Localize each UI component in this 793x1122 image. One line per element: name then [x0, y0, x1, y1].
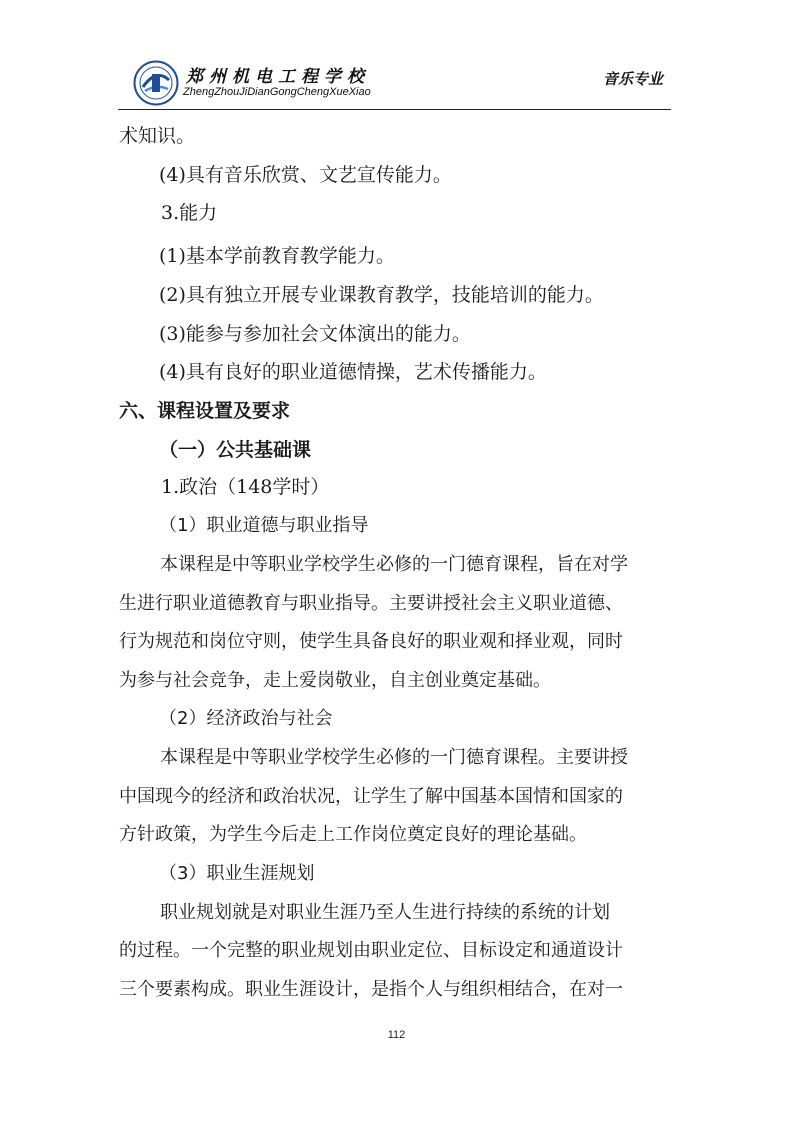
course-subheading: （2）经济政治与社会: [159, 708, 333, 729]
paragraph-line: 方针政策，为学生今后走上工作岗位奠定良好的理论基础。: [119, 824, 587, 845]
header-divider: [118, 109, 671, 110]
paragraph-line: 行为规范和岗位守则，使学生具备良好的职业观和择业观，同时: [119, 631, 623, 652]
course-subheading: （3）职业生涯规划: [159, 863, 315, 884]
course-subheading: （1）职业道德与职业指导: [159, 515, 369, 536]
list-item: (4)具有音乐欣赏、文艺宣传能力。: [159, 164, 452, 186]
department-label: 音乐专业: [602, 70, 663, 88]
paragraph-line: 三个要素构成。职业生涯设计，是指个人与组织相结合，在对一: [119, 979, 623, 1000]
list-item: (3)能参与参加社会文体演出的能力。: [159, 323, 471, 345]
page-number: 112: [387, 1029, 406, 1041]
subsection-heading: 3.能力: [161, 202, 218, 224]
section-heading: 六、课程设置及要求: [119, 400, 291, 422]
paragraph-line: 术知识。: [119, 125, 196, 147]
page-header: [0, 0, 793, 112]
paragraph-line: 职业规划就是对职业生涯乃至人生进行持续的系统的计划: [160, 902, 610, 923]
list-item: (4)具有良好的职业道德情操，艺术传播能力。: [159, 361, 547, 383]
paragraph-line: 本课程是中等职业学校学生必修的一门德育课程。主要讲授: [160, 747, 628, 768]
paragraph-line: 生进行职业道德教育与职业指导。主要讲授社会主义职业道德、: [119, 593, 623, 614]
list-item: (1)基本学前教育教学能力。: [159, 245, 395, 267]
paragraph-line: 本课程是中等职业学校学生必修的一门德育课程，旨在对学: [160, 554, 628, 575]
paragraph-line: 中国现今的经济和政治状况，让学生了解中国基本国情和国家的: [119, 786, 623, 807]
paragraph-line: 为参与社会竞争，走上爱岗敬业，自主创业奠定基础。: [119, 670, 551, 691]
paragraph-line: 的过程。一个完整的职业规划由职业定位、目标设定和通道设计: [119, 940, 623, 961]
subsection-heading: （一）公共基础课: [159, 439, 312, 461]
school-name-en: ZhengZhouJiDianGongChengXueXiao: [183, 86, 371, 98]
school-name-cn: 郑州机电工程学校: [186, 67, 370, 87]
list-item: (2)具有独立开展专业课教育教学，技能培训的能力。: [159, 284, 604, 306]
course-heading: 1.政治（148学时）: [161, 476, 330, 498]
school-logo-icon: [133, 60, 179, 106]
